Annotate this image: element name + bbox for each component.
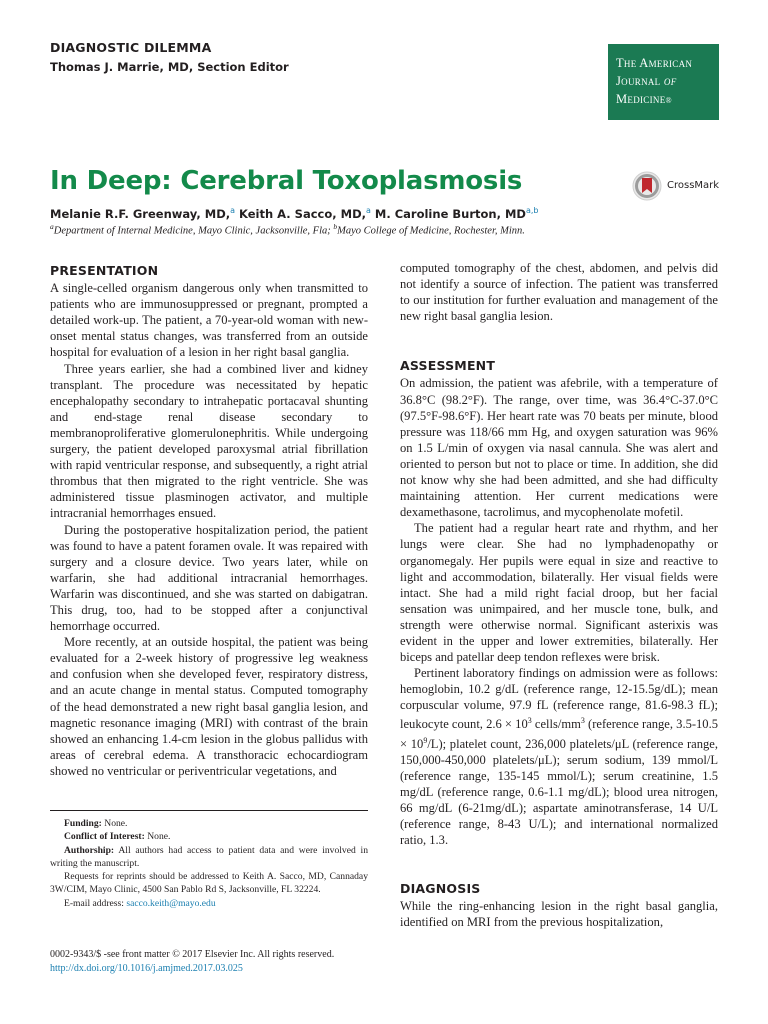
section-editor: Thomas J. Marrie, MD, Section Editor [50, 60, 289, 74]
footnote-email: E-mail address: sacco.keith@mayo.edu [64, 897, 216, 909]
left-column [50, 263, 368, 779]
journal-logo-line2: Journal of [616, 74, 677, 88]
paragraph: A single-celled organism dangerous only when transmitted to patients who are immunosuppressed or pregnant, prompted a detailed work-up. The patient, a 70-year-old woman with new-onset mental status changes, was transferred from an outside hospital for evaluation of a lesion in her right basal ganglia. [50, 281, 368, 360]
paragraph: Three years earlier, she had a combined liver and kidney transplant. The procedure was necessitated by hepatic encephalopathy secondary to intrahepatic portacaval shunting and end-stage renal disease secondary to membranoproliferative glomerulonephritis. While undergoing surgery, the patient developed paroxysmal atrial fibrillation with rapid ventricular response, and subsequently, a right atrial thrombus that then migrated to the right ventricle. She was administered tissue plasminogen activator, and multiple intracranial hemorrhages ensued. [50, 361, 368, 521]
footnote-funding: Funding: None. [64, 818, 128, 829]
author-name: M. Caroline Burton, MD [374, 206, 526, 221]
email-link[interactable]: sacco.keith@mayo.edu [126, 897, 216, 909]
journal-logo [608, 44, 719, 120]
heading-assessment: ASSESSMENT [400, 358, 496, 374]
section-label: DIAGNOSTIC DILEMMA [50, 40, 212, 55]
crossmark-label[interactable]: CrossMark [667, 180, 720, 191]
paragraph: The patient had a regular heart rate and rhythm, and her lungs were clear. She had no lymphadenopathy or organomegaly. Her pupils were equal in size and reactive to light and accommodation, bilaterally. Her visual fields were intact. She had a mild right facial droop, but her facial sensation was unimpaired, and her muscle tone, bulk, and strength were otherwise normal. Significant asterixis was evident in the upper and lower extremities, bilaterally. Her biceps and patellar deep tendon reflexes were brisk. [400, 521, 718, 665]
footnote-conflict: Conflict of Interest: None. [64, 831, 171, 843]
issn-line: 0002-9343/$ -see front matter © 2017 Elsevier Inc. All rights reserved. [50, 949, 335, 960]
author-list [50, 206, 538, 221]
footnote-divider [50, 810, 368, 811]
doi-link[interactable]: http://dx.doi.org/10.1016/j.amjmed.2017.03.025 [50, 963, 243, 974]
affiliations: $^a$Department of Internal Medicine, Mayo Clinic, Jacksonville, Fla; $^b$Mayo College of Medicine, Rochester, Minn. [50, 222, 525, 237]
footnotes [50, 817, 368, 910]
affiliation-marker[interactable]: a,b [525, 206, 539, 215]
affiliation-marker[interactable]: a [365, 206, 371, 215]
heading-diagnosis: DIAGNOSIS [400, 880, 481, 896]
crossmark-icon[interactable] [632, 171, 662, 201]
journal-logo-line1: The American [616, 56, 693, 70]
author-name: Keith A. Sacco, MD, [239, 206, 366, 221]
page-footer [50, 948, 390, 976]
article-title: In Deep: Cerebral Toxoplasmosis [50, 166, 523, 196]
paragraph: On admission, the patient was afebrile, with a temperature of 36.8°C (98.2°F). The range, over time, was 36.4°C-37.0°C (97.5°F-98.6°F). Her heart rate was 70 beats per minute, blood pressure was 118/66 mm Hg, and oxygen saturation was 96% on 1.5 L/min of oxygen via nasal cannula. She was alert and oriented to person but not to place or time. In addition, she did not know why she had been admitted, and she had difficulty maintaining attention. Her current medications were dexamethasone, tacrolimus, and mycophenolate mofetil. [400, 376, 718, 520]
footnote-reprints: Requests for reprints should be addressed to Keith A. Sacco, MD, Cannaday 3W/CIM, Mayo Clinic, 4500 San Pablo Rd S, Jacksonville, FL 32224. [50, 871, 368, 896]
journal-logo-line3: Medicine® [616, 92, 672, 106]
paragraph: During the postoperative hospitalization period, the patient was found to have a patent foramen ovale. It was repaired with surgery and a closure device. Two years later, while on warfarin, she had additional intracranial hemorrhages. Warfarin was discontinued, and she was started on dabigatran. This drug, too, had to be stopped after a conjunctival hemorrhage occurred. [50, 522, 368, 634]
paragraph: More recently, at an outside hospital, the patient was being evaluated for a 2-week history of progressive leg weakness and confusion when she developed fever, respiratory distress, and an acute change in mental status. Computed tomography of the head demonstrated a new right basal ganglia lesion, and magnetic resonance imaging (MRI) with contrast of the brain showed an enhancing 1.4-cm lesion in the globus pallidus with areas of cerebral edema. A transthoracic echocardiogram showed no ventricular or periventricular vegetations, and [50, 635, 368, 778]
heading-presentation: PRESENTATION [50, 263, 159, 278]
right-column [400, 260, 718, 930]
paragraph-labs: Pertinent laboratory findings on admission were as follows: hemoglobin, 10.2 g/dL (reference range, 12-15.5g/dL); mean corpuscular volume, 97.9 fL (reference range, 81.6-98.3 fL); leukocyte count, $2.6 \times 10^3$ cells/$mm^3$ (reference range, $3.5-10.5 \times 10^9/L$); platelet count, 236,000 platelets/μL (reference range, 150,000-450,000 platelets/μL); serum sodium, 139 mmol/L (reference range, 135-145 mmol/L); serum creatinine, 1.5 mg/dL (reference range, 0.6-1.1 mg/dL); blood urea nitrogen, 66 mg/dL (6-21mg/dL); aspartate aminotransferase, 14 U/L (reference range, 8-43 U/L); and international normalized ratio, 1.3. [400, 666, 718, 848]
affiliation-marker[interactable]: a [230, 206, 236, 215]
footnote-authorship: Authorship: All authors had access to patient data and were involved in writing the manuscript. [50, 844, 368, 869]
author-name: Melanie R.F. Greenway, MD, [50, 206, 231, 221]
paragraph: computed tomography of the chest, abdomen, and pelvis did not identify a source of infection. The patient was transferred to our institution for further evaluation and management of the new right basal ganglia lesion. [400, 261, 718, 324]
paragraph: While the ring-enhancing lesion in the right basal ganglia, identified on MRI from the previous hospitalization, [400, 898, 718, 929]
